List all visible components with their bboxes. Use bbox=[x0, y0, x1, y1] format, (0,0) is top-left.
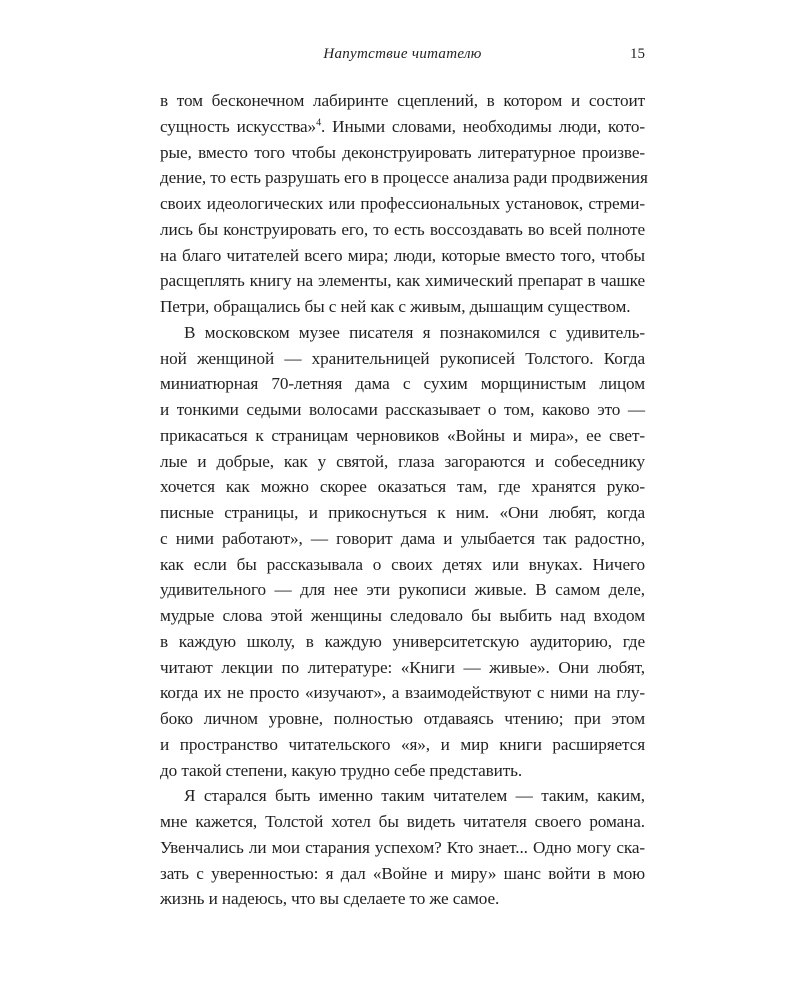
text-line: и тонкими седыми волосами рассказывает о том, каково это — bbox=[160, 400, 645, 419]
text-line: прикасаться к страницам черновиков «Войны и мира», ее свет- bbox=[160, 425, 645, 445]
text-line: писные страницы, и прикоснуться к ним. «Они любят, когда bbox=[160, 503, 645, 522]
text-line bbox=[160, 114, 645, 140]
text-line: лись бы конструировать его, то есть воссоздавать во всей полноте bbox=[160, 219, 645, 239]
text-line: в каждую школу, в каждую университетскую аудиторию, где bbox=[160, 631, 645, 651]
text-line: лые и добрые, как у святой, глаза загораются и собеседнику bbox=[160, 451, 645, 471]
text-line: на благо читателей всего мира; люди, которые вместо того, чтобы bbox=[160, 245, 645, 265]
footnote-marker[interactable]: 4 bbox=[316, 117, 321, 129]
text-run: сущность искусства» bbox=[160, 116, 317, 136]
text-line: Увенчались ли мои старания успехом? Кто знает... Одно могу ска- bbox=[160, 837, 645, 857]
text-line: до такой степени, какую трудно себе представить. bbox=[160, 760, 523, 780]
text-line: В московском музее писателя я познакомился с удивитель- bbox=[184, 322, 645, 342]
text-line: Петри, обращались бы с ней как с живым, дышащим существом. bbox=[160, 297, 631, 316]
text-line: с ними работают», — говорит дама и улыбается так радостно, bbox=[160, 528, 645, 548]
text-line: Я старался быть именно таким читателем — таким, каким, bbox=[184, 786, 645, 806]
text-line: жизнь и надеюсь, что вы сделаете то же самое. bbox=[160, 889, 500, 909]
text-line: удивительного — для нее эти рукописи живые. В самом деле, bbox=[160, 580, 645, 600]
text-line: расщеплять книгу на элементы, как химический препарат в чашке bbox=[160, 271, 645, 291]
text-line: зать с уверенностью: я дал «Войне и миру» шанс войти в мою bbox=[160, 863, 645, 883]
body-text bbox=[160, 88, 648, 912]
text-line: хочется как можно скорее оказаться там, где хранятся руко- bbox=[160, 477, 645, 497]
text-line: в том бесконечном лабиринте сцеплений, в котором и состоит bbox=[160, 91, 645, 110]
text-line: читают лекции по литературе: «Книги — живые». Они любят, bbox=[160, 657, 645, 677]
text-line: ной женщиной — хранительницей рукописей Толстого. Когда bbox=[160, 348, 645, 368]
text-line: как если бы рассказывала о своих детях или внуках. Ничего bbox=[160, 554, 645, 574]
text-line: когда их не просто «изучают», а взаимодействуют с ними на глу- bbox=[160, 683, 645, 703]
text-run: . Иными словами, необходимы люди, кото- bbox=[320, 116, 646, 136]
running-header bbox=[160, 46, 645, 72]
text-line: своих идеологических или профессиональных установок, стреми- bbox=[160, 194, 645, 213]
text-line: и пространство читательского «я», и мир книги расширяется bbox=[160, 734, 645, 754]
page-number: 15 bbox=[630, 46, 645, 62]
paragraph-3 bbox=[160, 783, 645, 912]
text-line: дение, то есть разрушать его в процессе анализа ради продвижения bbox=[160, 168, 648, 188]
text-line: миниатюрная 70-летняя дама с сухим морщинистым лицом bbox=[160, 374, 645, 394]
text-line: мне кажется, Толстой хотел бы видеть читателя своего романа. bbox=[160, 812, 645, 831]
paragraph-1 bbox=[160, 88, 648, 320]
text-line: боко личном уровне, полностью отдаваясь чтению; при этом bbox=[160, 709, 645, 728]
text-line: рые, вместо того чтобы деконструировать литературное произве- bbox=[160, 142, 645, 162]
running-header-title: Напутствие читателю bbox=[323, 46, 482, 62]
paragraph-2 bbox=[160, 320, 645, 784]
text-line: мудрые слова этой женщины следовало бы выбить над входом bbox=[160, 606, 645, 625]
